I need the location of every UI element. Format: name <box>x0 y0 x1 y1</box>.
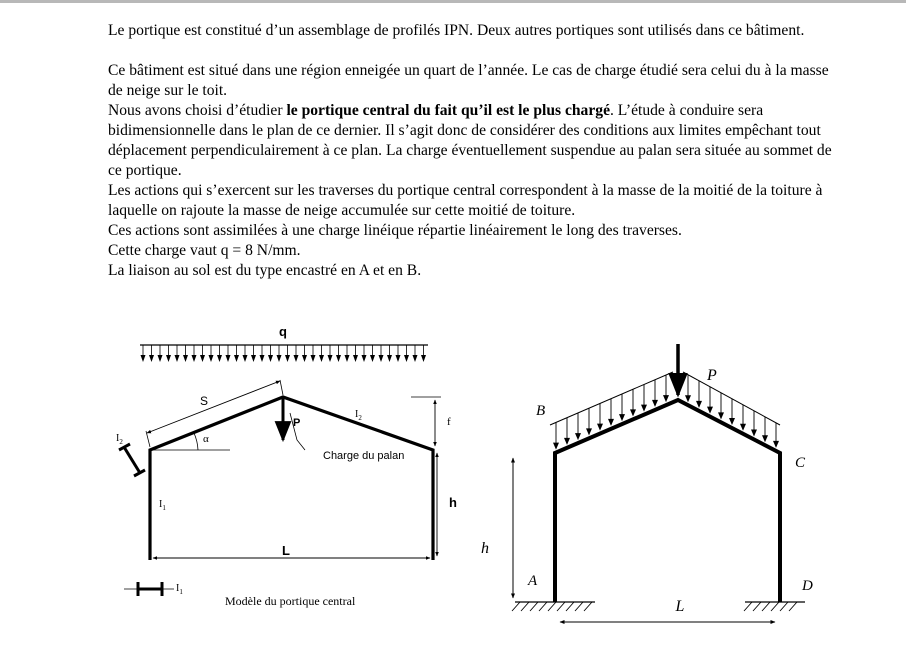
paragraph-3-end: . L’étude à conduire sera bidimensionnelle dans le plan de ce dernier. Il s’agit donc de considérer des conditions aux limites empêchant tout déplacement perpendiculairement à ce plan. La charge éventuellement suspendue au palan sera située au sommet de ce portique. <box>108 102 832 179</box>
paragraph-4: Les actions qui s’exercent sur les traverses du portique central correspondent à la masse de la moitié de la toiture à laquelle on rajoute la masse de neige accumulée sur cette moitié de toiture. <box>108 182 823 219</box>
paragraph-1: Le portique est constitué d’un assemblage de profilés IPN. Deux autres portiques sont utilisés dans ce bâtiment. <box>108 22 805 39</box>
d-label: D <box>802 578 813 594</box>
right-frame-diagram <box>481 344 813 622</box>
alpha-arc <box>194 433 198 450</box>
paragraph-7: La liaison au sol est du type encastré en A et en B. <box>108 262 422 279</box>
palan-label: Charge du palan <box>323 450 405 462</box>
q-label: q <box>279 324 287 339</box>
i1-label: $I_1$ <box>159 499 166 512</box>
support-d <box>744 602 805 611</box>
i2-right-label: $I_2$ <box>355 409 362 422</box>
h-label-right: h <box>481 540 489 557</box>
i2-left-label: $I_2$ <box>116 433 123 446</box>
frame-outline <box>150 397 433 560</box>
p-label-right: P <box>707 367 717 384</box>
figure-caption: Modèle du portique central <box>225 594 356 608</box>
i1-section-symbol <box>124 582 174 596</box>
f-label: f <box>447 416 451 428</box>
i2-section-symbol <box>119 444 145 476</box>
i1-bottom-label: $I_1$ <box>176 583 183 596</box>
h-label: h <box>449 495 457 510</box>
paragraph-6: Cette charge vaut q = 8 N/mm. <box>108 242 301 259</box>
paragraph-3-bold: le portique central du fait qu’il est le plus chargé <box>286 102 610 119</box>
support-a <box>512 602 595 611</box>
c-label: C <box>795 455 806 471</box>
p-label: P <box>293 417 301 429</box>
paragraph-3-start: Nous avons choisi d’étudier <box>108 102 287 119</box>
q-distributed-load <box>140 345 428 362</box>
s-label: S <box>199 394 209 408</box>
alpha-label: α <box>203 433 209 445</box>
left-model-diagram <box>116 324 457 608</box>
b-label: B <box>536 403 546 419</box>
l-label: L <box>282 543 290 558</box>
paragraph-2: Ce bâtiment est situé dans une région enneigée un quart de l’année. Le cas de charge étudié sera celui du à la masse de neige sur le toit. <box>108 62 829 99</box>
paragraph-5: Ces actions sont assimilées à une charge linéique répartie linéairement le long des traverses. <box>108 222 682 239</box>
a-label: A <box>528 573 538 589</box>
l-label-right: L <box>675 598 685 615</box>
